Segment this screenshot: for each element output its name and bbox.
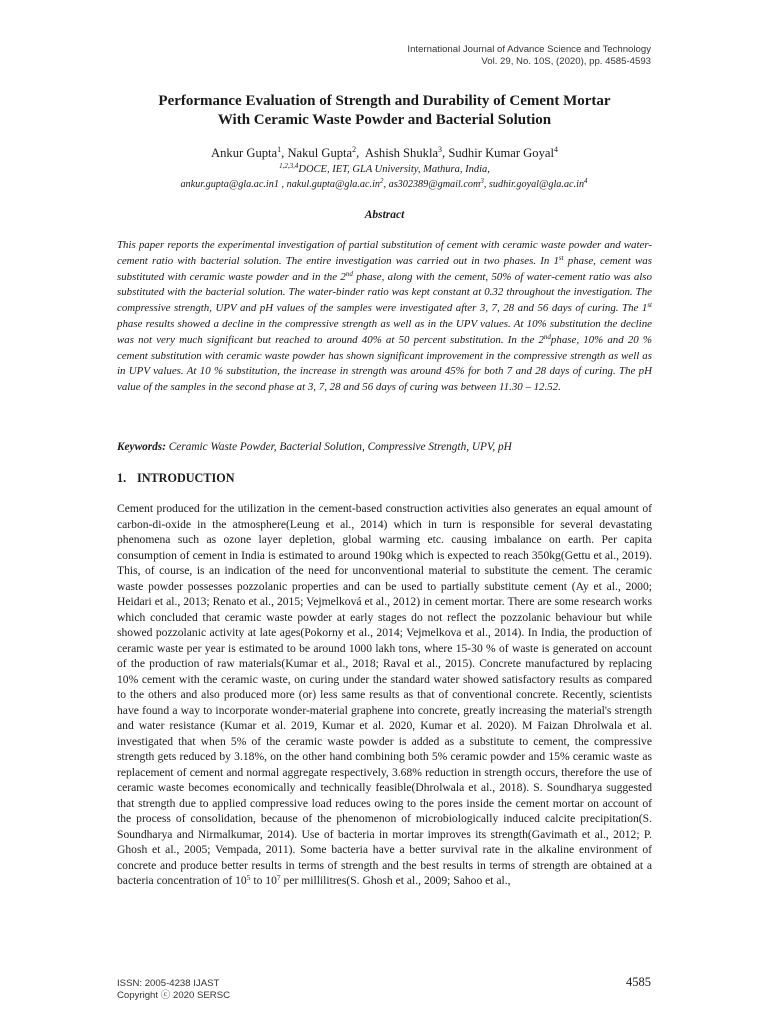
section-title: INTRODUCTION	[137, 471, 235, 485]
affiliation-text: DOCE, IET, GLA University, Mathura, India,	[298, 164, 490, 175]
footer-issn: ISSN: 2005-4238 IJAST	[117, 978, 220, 989]
email: ankur.gupta@gla.ac.in1	[180, 179, 279, 190]
page-footer	[117, 978, 230, 1002]
abstract-fragment: This paper reports the experimental investigation of partial substitution of cement with ceramic waste powder and water-cement ratio with bacterial solution. The entire investigation was carried out in two phases. In 1	[117, 239, 652, 267]
abstract-fragment: phase results showed a decline in the compressive strength as well as in the UPV values. At 10% substitution the decline was not very much significant but reached to around 40% at 50 percent substitution. In the 2	[117, 317, 652, 346]
page-number: 4585	[626, 975, 651, 989]
email-superscript: 3	[480, 177, 484, 185]
paper-title-line-2: With Ceramic Waste Powder and Bacterial Solution	[217, 112, 552, 128]
body-fragment: Cement produced for the utilization in the cement-based construction activities also generates an equal amount of carbon-di-oxide in the atmosphere(Leung et al., 2014) which in turn is responsible for several devastating phenomena such as ozone layer depletion, global warming etc. causing imbalance on earth. Per capita consumption of cement in India is estimated to around 190kg which is expected to reach 350kg(Gettu et al., 2019). This, of course, is an indication of the need for unconventional material to substitute the cement. The ceramic waste powder possesses pozzolanic properties and can be used to partially substitute cement (Ay et al., 2000; Heidari et al., 2013; Renato et al., 2015; Vejmelková et al., 2012) in cement mortar. There are some research works which concluded that ceramic waste powder at early stages do not reflect the pozzolanic behaviour but while showed pozzolanic activity at late ages(Pokorny et al., 2014; Vejmelkova et al., 2014). In India, the production of ceramic waste per year is estimated to be around 1000 lakh tons, where 15-30 % of waste is generated on account of the production of raw materials(Kumar et al., 2018; Raval et al., 2015). Concrete manufactured by replacing 10% cement with the ceramic waste, on curing under the standard water showed satisfactory results as compared to the others and also produced more (or) less same results as that of conventional concrete. Recently, scientists have found a way to incorporate wonder-material graphene into concrete, greatly increasing the material's strength and water resistance (Kumar et al. 2019, Kumar et al. 2020, Kumar et al. 2020). M Faizan Dhrolwala et al. investigated that when 5% of the ceramic waste powder is added as a substitute to cement, the compressive strength gets reduced by 3.18%, on the other hand combining both 5% ceramic powder and 15% ceramic waste as replacement of cement and normal aggregate respectively, 3.68% reduction in strength occurs, therefore the use of ceramic waste becomes economically and technically feasible(Dhrolwala et al., 2018). S. Soundharya suggested that strength due to applied compressive load reduces owing to the pores inside the cement mortar on account of the process of consolidation, because of the phenomenon of microbiologically induced calcite precipitation(S. Soundharya and Nirmalkumar, 2014). Use of bacteria in mortar improves its strength(Gavimath et al., 2012; P. Ghosh et al., 2005; Vempada, 2011). Some bacteria have a better survival rate in the alkaline environment of concrete and produce better results in terms of strength and the best results in terms of strength are obtained at a bacteria concentration of 10	[117, 502, 652, 887]
author-superscript: 4	[553, 145, 558, 154]
author-superscript: 1	[277, 145, 282, 154]
email: sudhir.goyal@gla.ac.in	[488, 179, 585, 190]
author-name: Ashish Shukla	[364, 146, 439, 160]
abstract-text	[117, 238, 652, 396]
author-separator: ,	[442, 146, 449, 160]
body-fragment: to 10	[250, 874, 277, 887]
author-separator: ,	[356, 146, 365, 160]
paper-title-line-1: Performance Evaluation of Strength and Durability of Cement Mortar	[158, 93, 611, 109]
abstract-fragment: phase, along with the cement, 50% of water-cement ratio was also substituted with the bacterial solution. The water-binder ratio was kept constant at 0.32 throughout the investigation. The compressive strength, UPV and pH values of the samples were investigated after 3, 7, 28 and 56 days of curing. The 1	[117, 270, 652, 315]
abstract-heading: Abstract	[364, 209, 405, 221]
ordinal-superscript: st	[558, 253, 564, 262]
author-list	[117, 146, 652, 161]
ordinal-superscript: st	[647, 301, 652, 310]
paper-title	[117, 92, 652, 130]
author-separator: ,	[281, 146, 288, 160]
email-separator: ,	[278, 179, 287, 190]
introduction-paragraph	[117, 501, 652, 889]
exponent-superscript: 7	[276, 873, 281, 882]
author-superscript: 3	[438, 145, 443, 154]
email-separator: ,	[383, 179, 389, 190]
author-name: Nakul Gupta	[287, 146, 353, 160]
email: nakul.gupta@gla.ac.in	[286, 179, 381, 190]
author-name: Sudhir Kumar Goyal	[448, 146, 554, 160]
journal-name: International Journal of Advance Science and Technology	[407, 44, 651, 55]
email-superscript: 4	[584, 177, 588, 185]
affiliation-superscript: 1,2,3,4	[279, 162, 299, 170]
ordinal-superscript: nd	[543, 332, 551, 341]
body-fragment: per millilitres(S. Ghosh et al., 2009; Sahoo et al.,	[280, 874, 511, 887]
keywords	[117, 440, 652, 454]
keywords-text: Ceramic Waste Powder, Bacterial Solution, Compressive Strength, UPV, pH	[165, 441, 512, 453]
ordinal-superscript: nd	[345, 269, 353, 278]
affiliation	[117, 163, 652, 176]
abstract-fragment: phase, cement was substituted with ceramic waste powder and in the 2	[117, 254, 652, 283]
email: as302389@gmail.com	[388, 179, 481, 190]
abstract-fragment: phase, 10% and 20 % cement substitution with ceramic waste powder has shown significant improvement in the compressive strength as well as in UPV values. At 10 % substitution, the increase in strength was around 45% for both 7 and 28 days of curing. The pH value of the samples in the second phase at 3, 7, 28 and 56 days of curing was between 11.30 – 12.52.	[117, 333, 652, 394]
journal-header	[407, 44, 651, 68]
author-name: Ankur Gupta	[211, 146, 278, 160]
keywords-label: Keywords:	[117, 441, 166, 453]
exponent-superscript: 5	[246, 873, 251, 882]
journal-volume: Vol. 29, No. 10S, (2020), pp. 4585-4593	[481, 56, 651, 67]
author-superscript: 2	[352, 145, 357, 154]
footer-copyright: Copyright ⓒ 2020 SERSC	[117, 990, 231, 1001]
section-number: 1.	[117, 471, 127, 485]
email-superscript: 2	[380, 177, 384, 185]
section-heading-introduction	[117, 471, 235, 486]
author-emails	[100, 178, 668, 191]
email-separator: ,	[483, 179, 489, 190]
